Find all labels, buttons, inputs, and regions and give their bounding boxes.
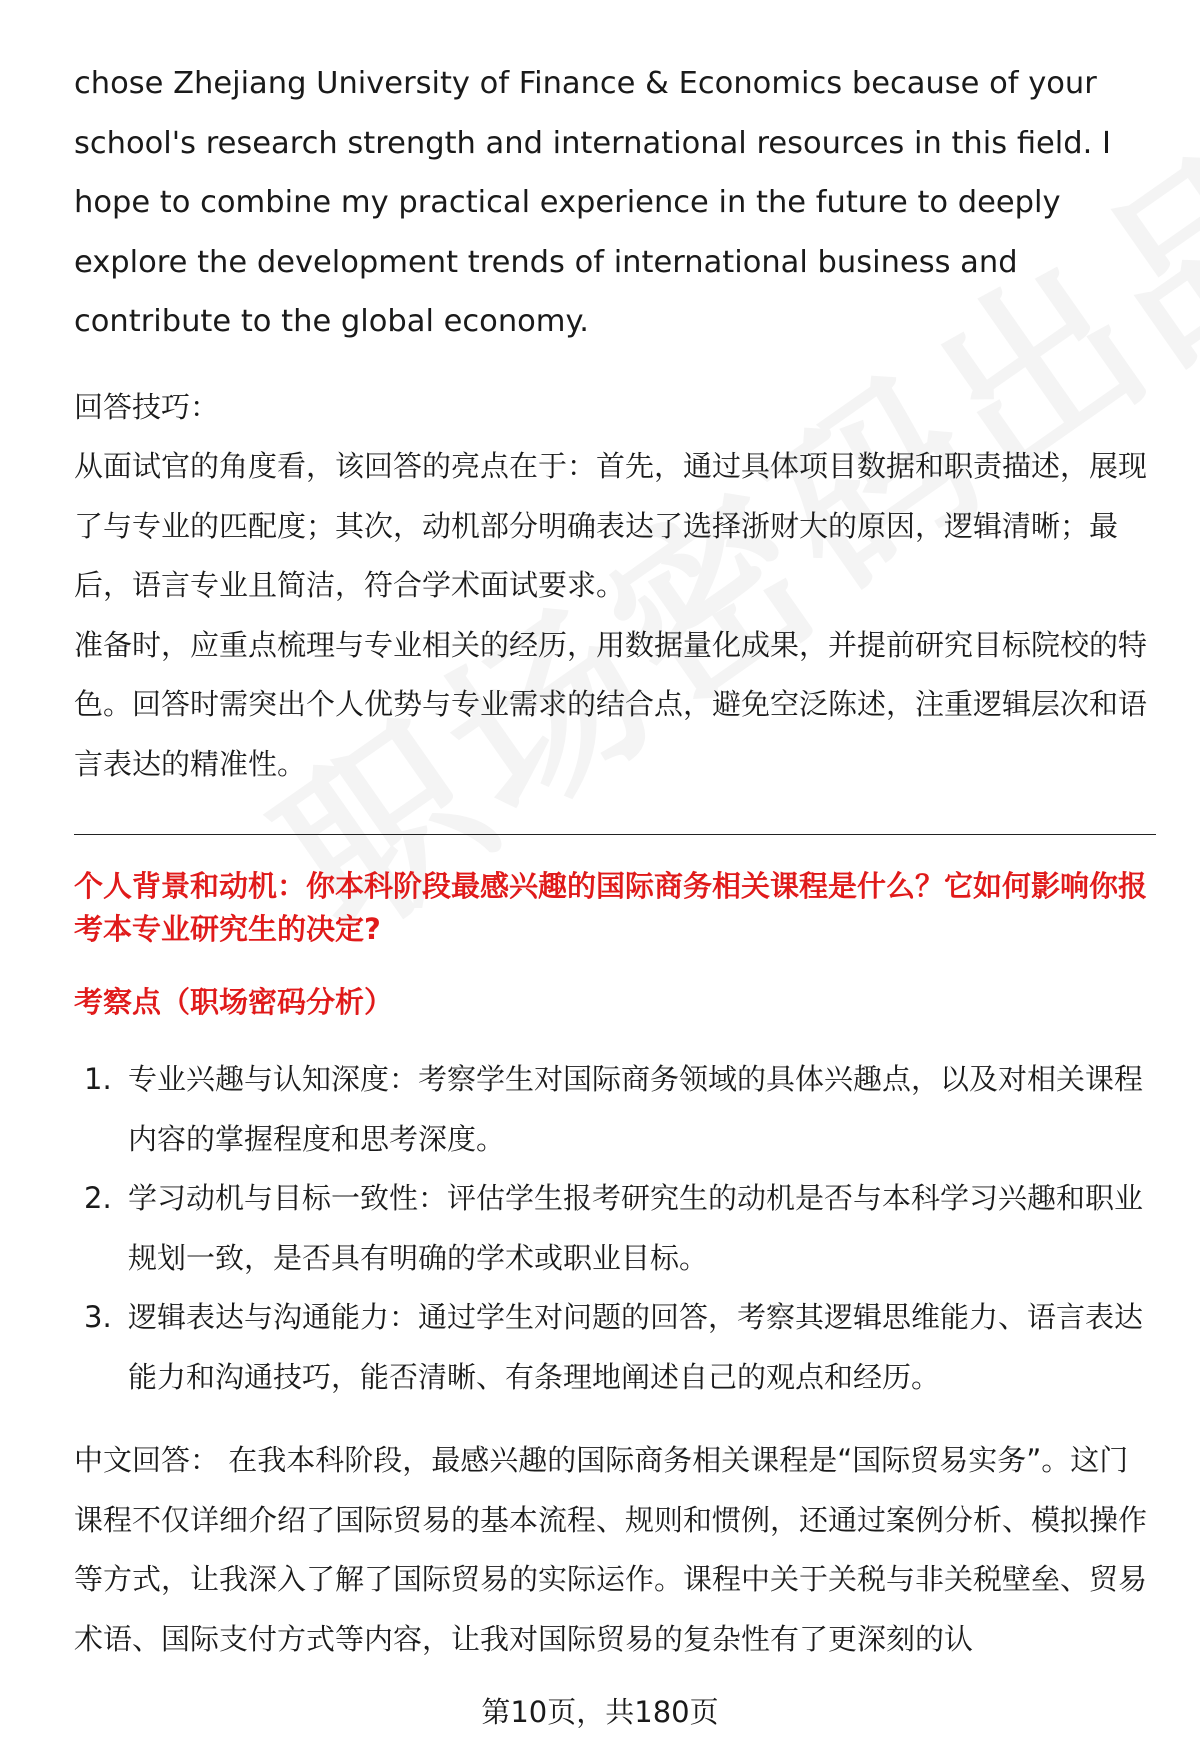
page-number-footer: 第10页，共180页	[481, 1695, 719, 1729]
tips-paragraph-2: 准备时，应重点梳理与专业相关的经历，用数据量化成果，并提前研究目标院校的特色。回答时需突出个人优势与专业需求的结合点，避免空泛陈述，注重逻辑层次和语言表达的精准性。	[74, 627, 1148, 781]
chinese-answer-paragraph: 中文回答： 在我本科阶段，最感兴趣的国际商务相关课程是“国际贸易实务”。这门课程不仅详细介绍了国际贸易的基本流程、规则和惯例，还通过案例分析、模拟操作等方式，让我深入了解了国际贸易的实际运作。课程中关于关税与非关税壁垒、贸易术语、国际支付方式等内容，让我对国际贸易的复杂性有了更深刻的认	[74, 1443, 1148, 1656]
list-item	[74, 1288, 1154, 1407]
list-item	[74, 1050, 1154, 1169]
list-item-text: 专业兴趣与认知深度：考察学生对国际商务领域的具体兴趣点，以及对相关课程内容的掌握程度和思考深度。	[128, 1062, 1144, 1156]
list-item	[74, 1169, 1154, 1288]
tips-paragraph-1: 从面试官的角度看，该回答的亮点在于：首先，通过具体项目数据和职责描述，展现了与专业的匹配度；其次，动机部分明确表达了选择浙财大的原因，逻辑清晰；最后，语言专业且简洁，符合学术面试要求。	[74, 449, 1148, 602]
assessment-points-heading: 考察点（职场密码分析）	[74, 985, 394, 1019]
section-divider	[74, 834, 1156, 835]
list-number: 2.	[84, 1181, 112, 1215]
list-number: 1.	[84, 1062, 112, 1096]
list-number: 3.	[84, 1300, 112, 1334]
tips-label: 回答技巧：	[74, 389, 220, 424]
english-answer-paragraph: chose Zhejiang University of Finance & Economics because of your school's research strength and international resources in this field. I hope to combine my practical experience in the future to deeply explore the development trends of international business and contribute to the global economy.	[74, 66, 1112, 339]
document-body	[74, 54, 1154, 1669]
question-heading: 个人背景和动机：你本科阶段最感兴趣的国际商务相关课程是什么？它如何影响你报考本专业研究生的决定?	[74, 869, 1148, 946]
list-item-text: 逻辑表达与沟通能力：通过学生对问题的回答，考察其逻辑思维能力、语言表达能力和沟通技巧，能否清晰、有条理地阐述自己的观点和经历。	[128, 1300, 1144, 1394]
list-item-text: 学习动机与目标一致性：评估学生报考研究生的动机是否与本科学习兴趣和职业规划一致，是否具有明确的学术或职业目标。	[128, 1181, 1144, 1275]
assessment-points-list	[74, 1050, 1154, 1407]
